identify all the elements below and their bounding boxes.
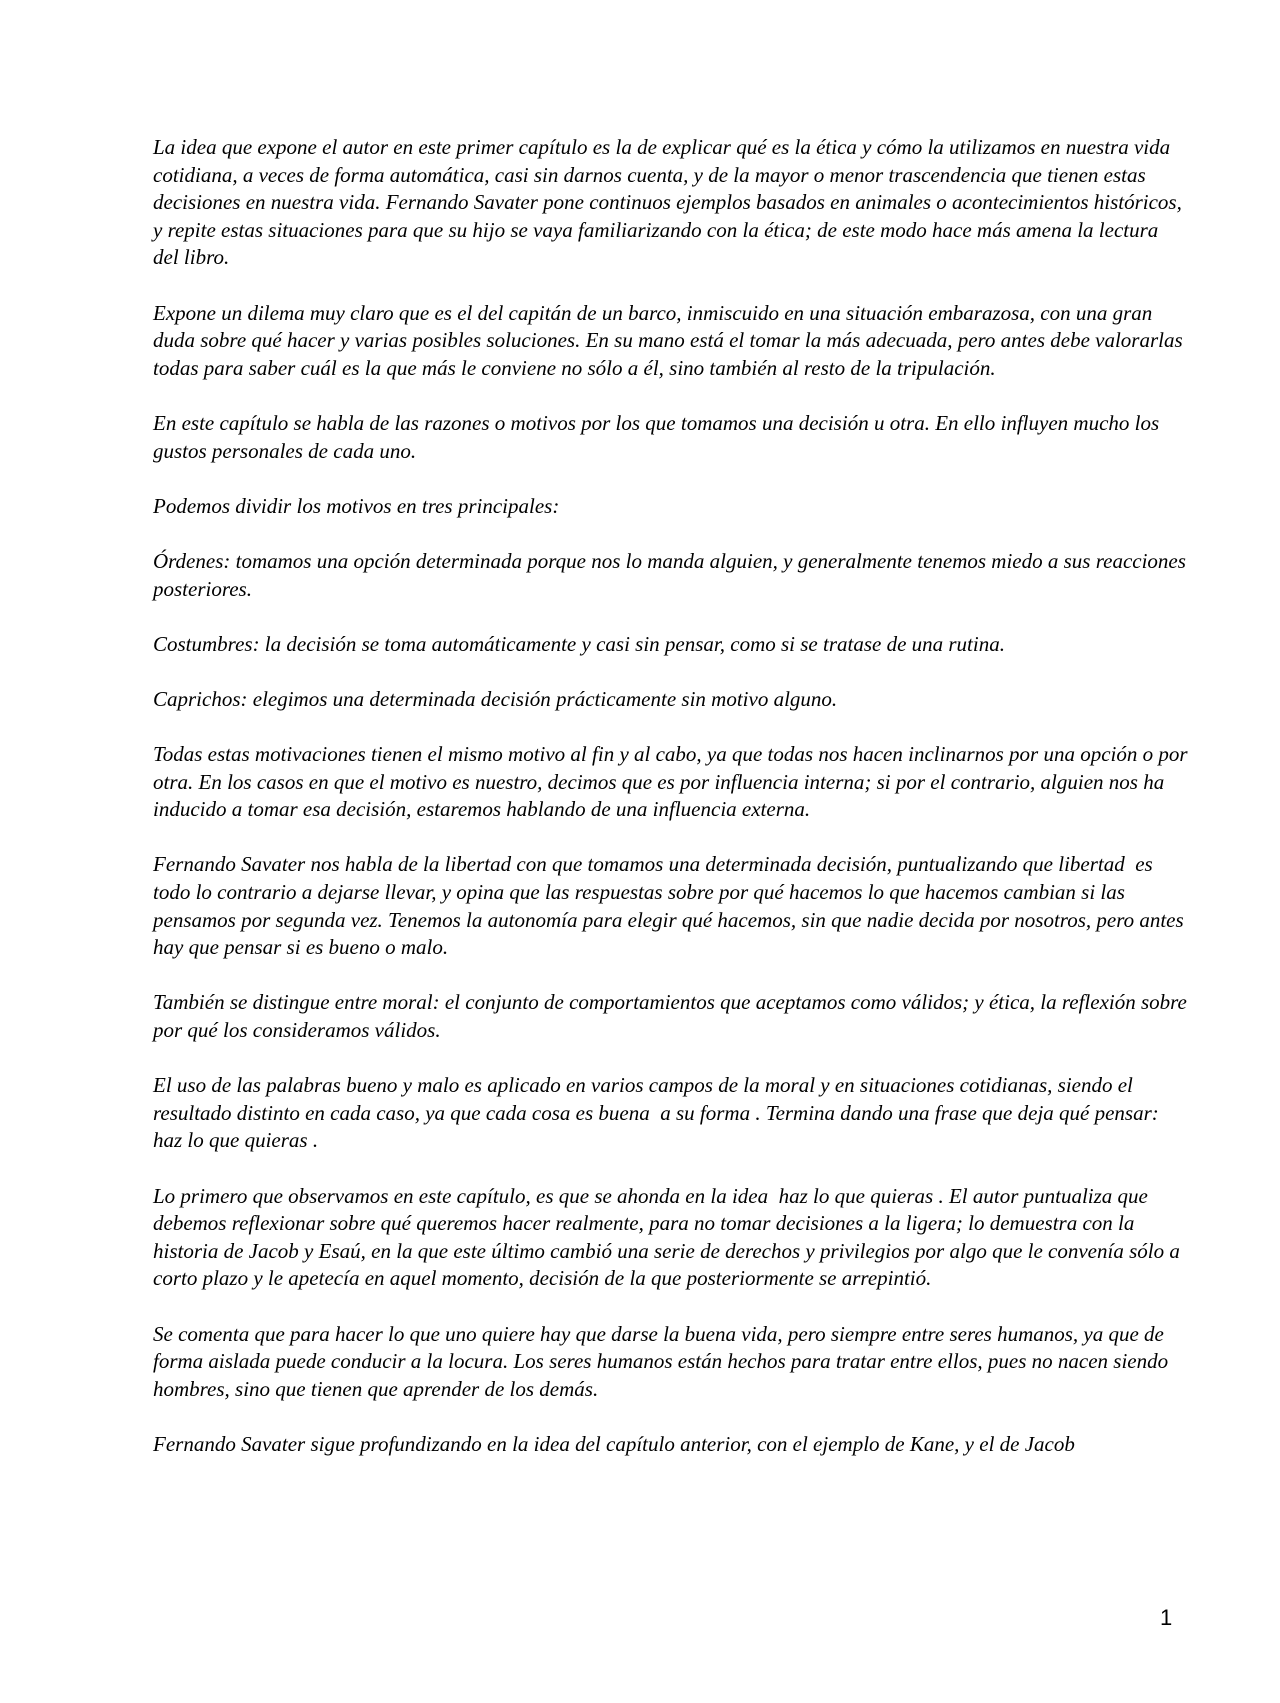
paragraph-2: Expone un dilema muy claro que es el del capitán de un barco, inmiscuido en una situación embarazosa, con una gran duda sobre qué hacer y varias posibles soluciones. En su mano está el tomar la más adecuada, pero antes debe valorarlas todas para saber cuál es la que más le conviene no sólo a él, sino también al resto de la tripulación. [153, 300, 1188, 380]
paragraph-12: Lo primero que observamos en este capítulo, es que se ahonda en la idea haz lo que quieras . El autor puntualiza que debemos reflexionar sobre qué queremos hacer realmente, para no tomar decisiones a la ligera; lo demuestra con la historia de Jacob y Esaú, en la que este último cambió una serie de derechos y privilegios por algo que le convenía sólo a corto plazo y le apetecía en aquel momento, decisión de la que posteriormente se arrepintió. [153, 1183, 1186, 1291]
paragraph-6: Costumbres: la decisión se toma automáticamente y casi sin pensar, como si se tratase de una rutina. [153, 631, 1005, 656]
paragraph-7: Caprichos: elegimos una determinada decisión prácticamente sin motivo alguno. [153, 686, 838, 711]
paragraph-11: El uso de las palabras bueno y malo es aplicado en varios campos de la moral y en situaciones cotidianas, siendo el resultado distinto en cada caso, ya que cada cosa es buena a su forma . Termina dando una frase que deja qué pensar: haz lo que quieras . [153, 1073, 1170, 1153]
paragraph-3: En este capítulo se habla de las razones o motivos por los que tomamos una decisión u otra. En ello influyen mucho los gustos personales de cada uno. [153, 410, 1165, 463]
paragraph-13: Se comenta que para hacer lo que uno quiere hay que darse la buena vida, pero siempre entre seres humanos, ya que de forma aislada puede conducir a la locura. Los seres humanos están hechos para tratar entre ellos, pues no nacen siendo hombres, sino que tienen que aprender de los demás. [153, 1321, 1174, 1401]
paragraph-1: La idea que expone el autor en este primer capítulo es la de explicar qué es la ética y cómo la utilizamos en nuestra vida cotidiana, a veces de forma automática, casi sin darnos cuenta, y de la mayor o menor trascendencia que tienen estas decisiones en nuestra vida. Fernando Savater pone continuos ejemplos basados en animales o acontecimientos históricos, y repite estas situaciones para que su hijo se vaya familiarizando con la ética; de este modo hace más amena la lectura del libro. [153, 135, 1188, 270]
paragraph-14: Fernando Savater sigue profundizando en la idea del capítulo anterior, con el ejemplo de Kane, y el de Jacob [153, 1431, 1075, 1456]
paragraph-8: Todas estas motivaciones tienen el mismo motivo al fin y al cabo, ya que todas nos hacen inclinarnos por una opción o por otra. En los casos en que el motivo es nuestro, decimos que es por influencia interna; si por el contrario, alguien nos ha inducido a tomar esa decisión, estaremos hablando de una influencia externa. [153, 742, 1193, 822]
paragraph-10: También se distingue entre moral: el conjunto de comportamientos que aceptamos como válidos; y ética, la reflexión sobre por qué los consideramos válidos. [153, 990, 1193, 1042]
paragraph-4: Podemos dividir los motivos en tres principales: [153, 493, 560, 518]
page-number: 1 [1160, 1605, 1173, 1630]
paragraph-5: Órdenes: tomamos una opción determinada porque nos lo manda alguien, y generalmente tenemos miedo a sus reacciones posteriores. [153, 548, 1192, 601]
paragraph-9: Fernando Savater nos habla de la libertad con que tomamos una determinada decisión, puntualizando que libertad es todo lo contrario a dejarse llevar, y opina que las respuestas sobre por qué hacemos lo que hacemos cambian si las pensamos por segunda vez. Tenemos la autonomía para elegir qué hacemos, sin que nadie decida por nosotros, pero antes hay que pensar si es bueno o malo. [153, 852, 1189, 960]
document-body [153, 134, 1193, 1486]
